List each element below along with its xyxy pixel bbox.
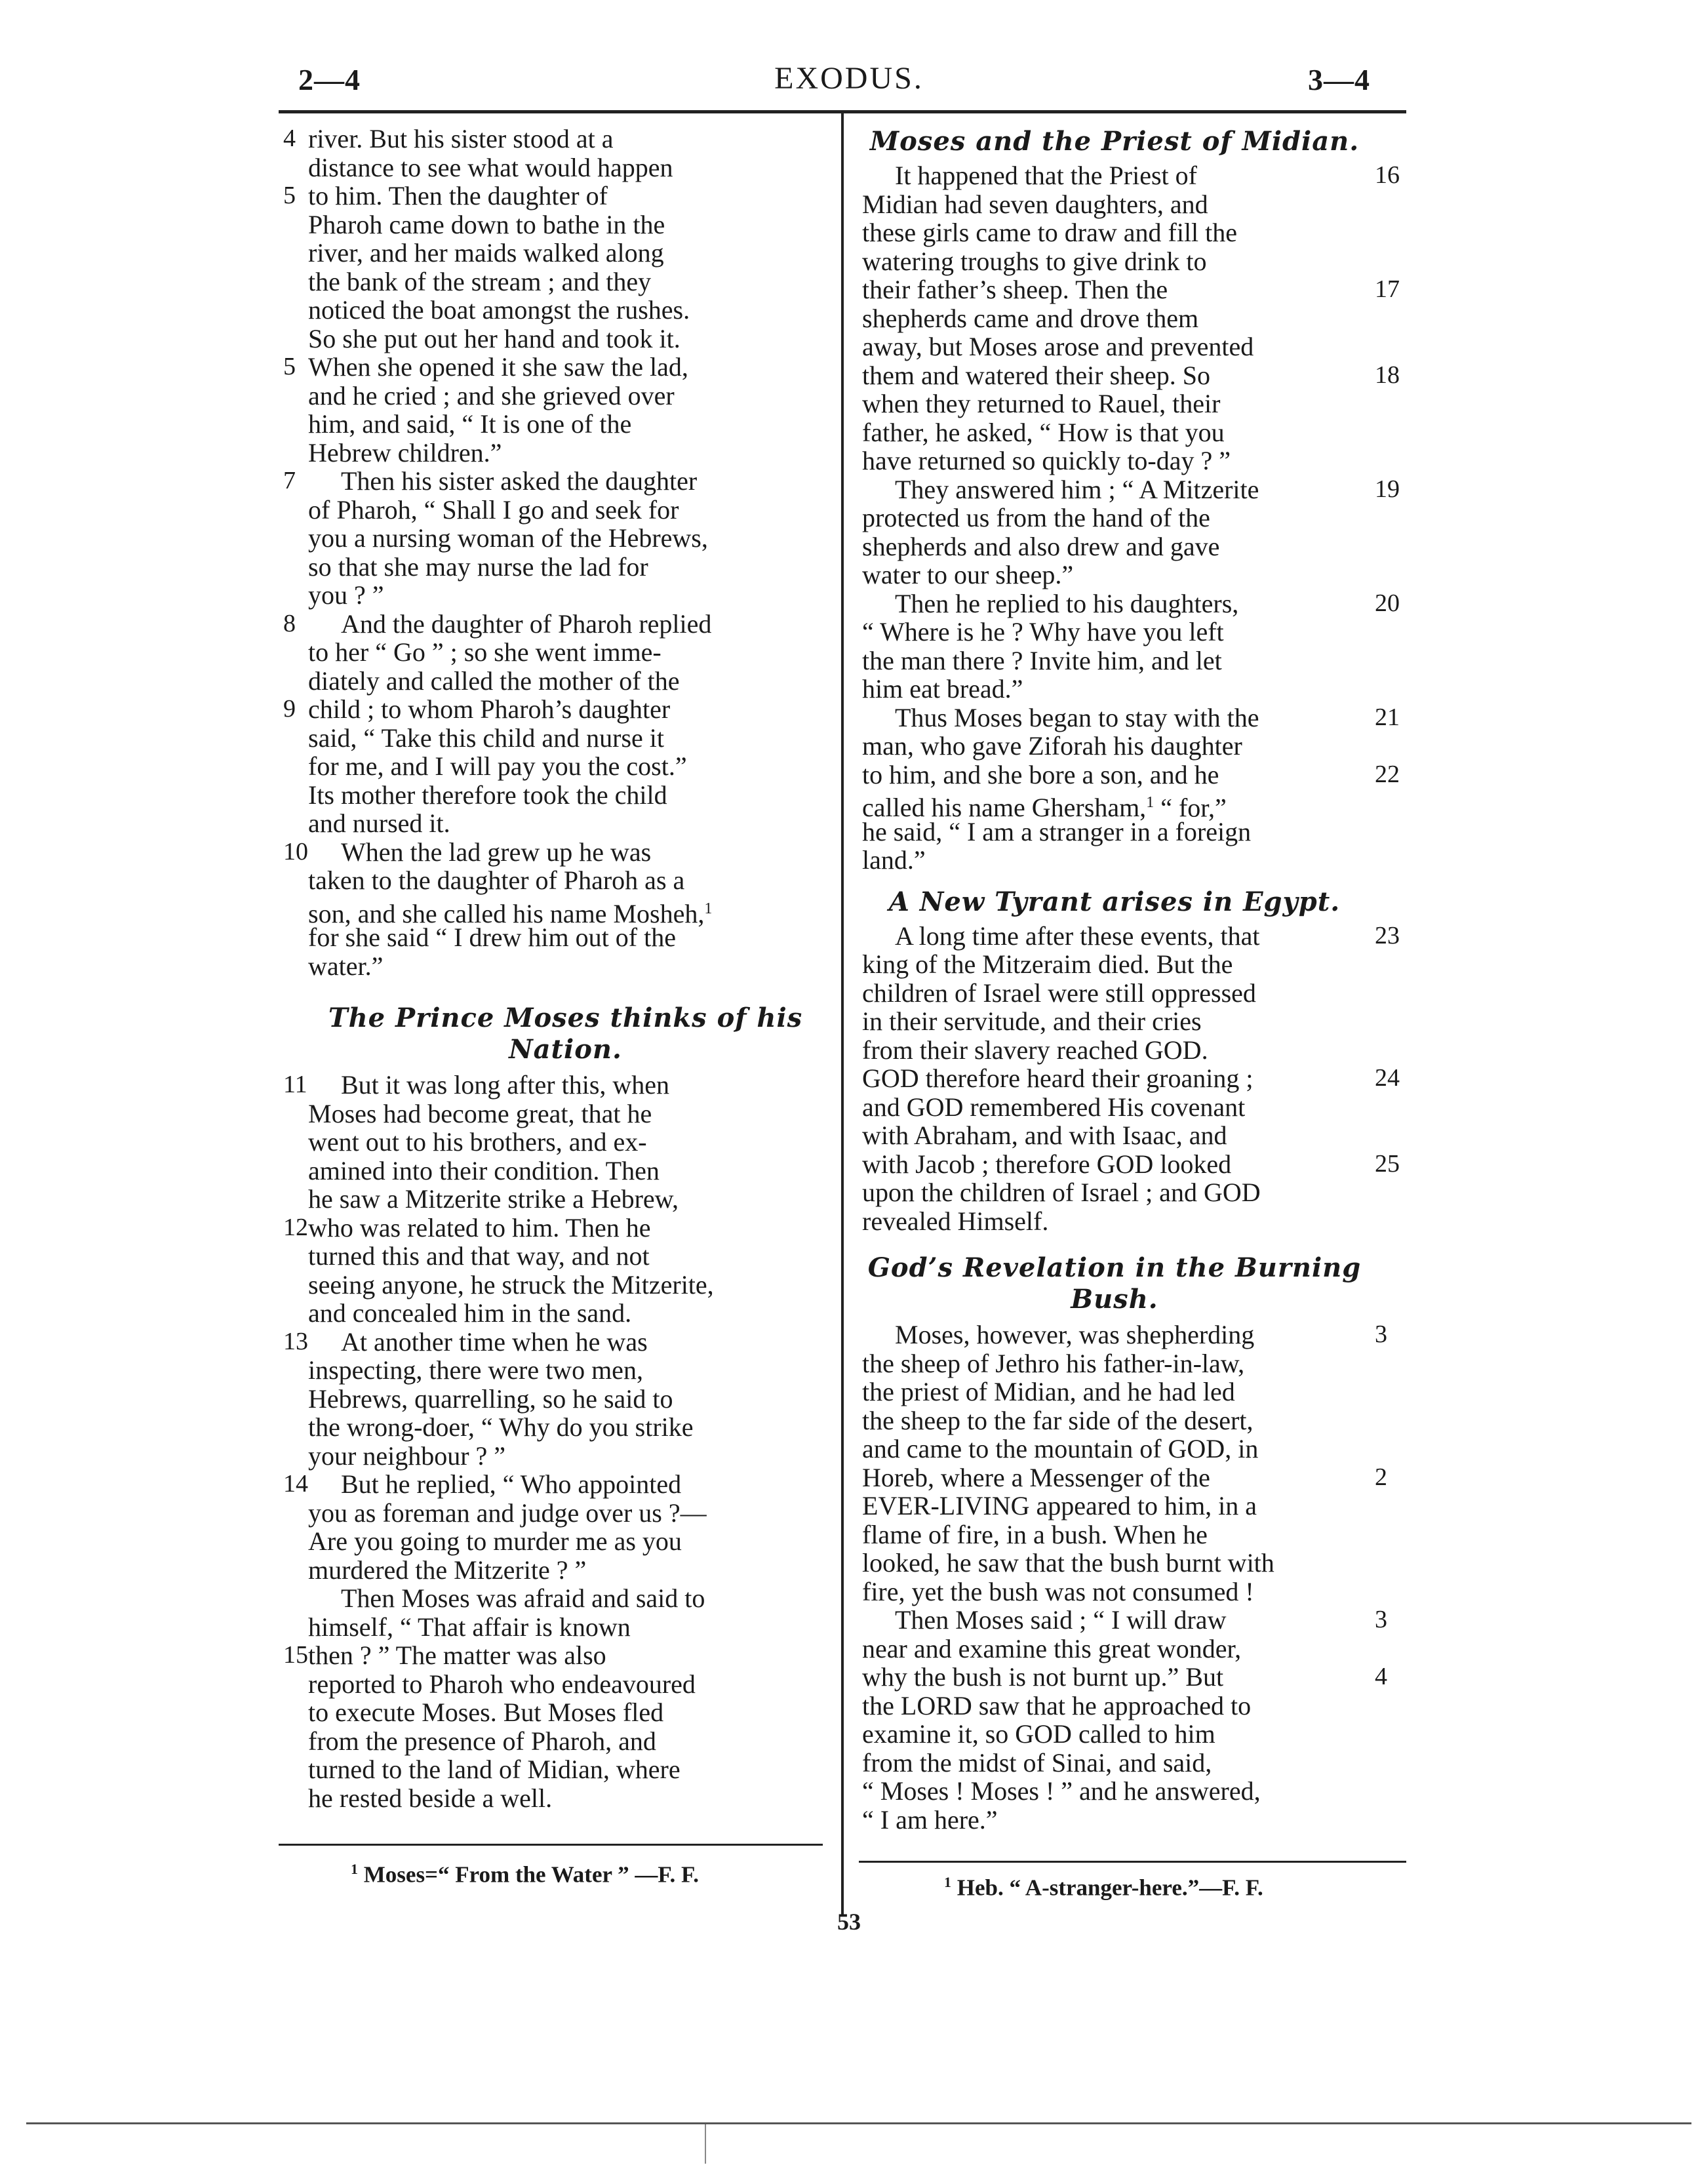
text-line xyxy=(308,1784,823,1813)
section-heading-prince-moses xyxy=(308,1003,823,1065)
line-text: noticed the boat amongst the rushes. xyxy=(308,295,690,325)
text-line xyxy=(862,818,1367,846)
line-text: away, but Moses arose and prevented xyxy=(862,332,1254,361)
text-line xyxy=(308,1670,823,1699)
text-line xyxy=(862,921,1400,951)
line-text: And the daughter of Pharoh replied xyxy=(341,608,712,639)
line-text: in their servitude, and their cries xyxy=(862,1006,1202,1036)
small-caps-text: OD xyxy=(1034,1719,1072,1749)
verse-number: 5 xyxy=(283,182,296,209)
verse-number: 9 xyxy=(283,695,296,723)
verse-number: 7 xyxy=(283,467,296,494)
line-text: king of the Mitzeraim died. But the xyxy=(862,949,1233,979)
text-line xyxy=(283,1326,823,1357)
footnote-marker: 1 xyxy=(351,1861,358,1877)
line-text-tail: “ for,” xyxy=(1154,793,1227,823)
line-text: children of Israel were still oppressed xyxy=(862,978,1256,1008)
line-text: the sheep of Jethro his father-in-law, xyxy=(862,1348,1245,1378)
footnote-text: Moses=“ From the Water ” —F. F. xyxy=(363,1861,699,1888)
verse-number: 20 xyxy=(1375,589,1400,617)
text-line xyxy=(862,1605,1387,1635)
text-line xyxy=(862,1578,1367,1606)
text-line xyxy=(862,218,1367,247)
left-column xyxy=(283,124,823,1813)
text-line xyxy=(308,268,823,296)
line-text: turned to the land of Midian, where xyxy=(308,1755,681,1784)
left-paragraph-group-1 xyxy=(283,124,823,981)
verse-number: 15 xyxy=(283,1641,308,1669)
text-line xyxy=(308,296,823,325)
text-line xyxy=(862,588,1400,618)
line-text: G xyxy=(862,1063,881,1093)
line-text: upon the children of Israel ; and G xyxy=(862,1178,1223,1207)
line-text: E xyxy=(862,1491,879,1520)
text-line xyxy=(308,553,823,582)
line-text: and came to the mountain of G xyxy=(862,1434,1187,1463)
small-caps-text: OD xyxy=(880,1063,919,1093)
line-text: have returned so quickly to-day ? ” xyxy=(862,446,1231,475)
line-text: these girls came to draw and fill the xyxy=(862,218,1238,247)
text-line xyxy=(862,161,1400,190)
text-line xyxy=(862,1692,1367,1720)
text-line xyxy=(862,247,1367,276)
text-line xyxy=(862,1207,1367,1236)
line-text: But he replied, “ Who appointed xyxy=(341,1469,682,1499)
line-text: But it was long after this, when xyxy=(341,1070,670,1100)
text-line xyxy=(308,923,823,952)
small-caps-text: ORD xyxy=(917,1690,972,1720)
text-line xyxy=(308,210,823,239)
text-line xyxy=(308,1613,823,1642)
line-text: he said, “ I am a stranger in a foreign xyxy=(862,816,1252,846)
line-text-tail: therefore heard their groaning ; xyxy=(918,1063,1254,1093)
line-text: to execute Moses. But Moses fled xyxy=(308,1698,664,1727)
verse-number: 21 xyxy=(1375,703,1400,731)
text-line xyxy=(308,1727,823,1756)
line-text: Pharoh came down to bathe in the xyxy=(308,209,665,239)
line-text: Then he replied to his daughters, xyxy=(895,588,1239,618)
verse-number: 13 xyxy=(283,1327,308,1355)
text-line xyxy=(308,325,823,353)
line-text: “ I am here.” xyxy=(862,1804,998,1835)
text-line xyxy=(862,1406,1367,1435)
line-text: river, and her maids walked along xyxy=(308,238,664,268)
line-text: and concealed him in the sand. xyxy=(308,1298,632,1328)
text-line xyxy=(862,190,1367,219)
line-text: land.” xyxy=(862,845,926,875)
text-line xyxy=(862,447,1367,475)
line-text: from the midst of Sinai, and said, xyxy=(862,1747,1212,1777)
line-text: Are you going to murder me as you xyxy=(308,1526,682,1556)
text-line xyxy=(862,275,1400,304)
text-line xyxy=(283,1070,823,1100)
text-line xyxy=(308,439,823,467)
line-text: for she said “ I drew him out of the xyxy=(308,923,676,952)
text-line xyxy=(308,638,823,667)
verse-number: 10 xyxy=(283,837,308,865)
line-text-tail: looked xyxy=(1153,1149,1232,1179)
text-line xyxy=(862,675,1367,704)
text-line xyxy=(308,239,823,268)
line-text: It happened that the Priest of xyxy=(895,161,1197,190)
text-line xyxy=(862,1121,1367,1150)
text-line xyxy=(862,1036,1367,1065)
line-text: when they returned to Rauel, their xyxy=(862,389,1221,418)
text-line xyxy=(308,1698,823,1727)
section-heading-new-tyrant: A New Tyrant arises in Egypt. xyxy=(888,886,1341,917)
line-text: him eat bread.” xyxy=(862,674,1023,704)
line-text: called his name Ghersham, xyxy=(862,793,1147,823)
text-line xyxy=(308,1584,823,1613)
line-text: A long time after these events, that xyxy=(895,921,1260,951)
line-text: went out to his brothers, and ex- xyxy=(308,1127,647,1157)
line-text: Horeb, where a Messenger of the xyxy=(862,1462,1210,1492)
heading-line: Bush. xyxy=(1071,1284,1158,1315)
line-text: protected us from the hand of the xyxy=(862,503,1210,532)
line-text-tail: appeared to him, in a xyxy=(1029,1491,1257,1520)
line-text: Its mother therefore took the child xyxy=(308,780,667,810)
line-text: shepherds came and drove them xyxy=(862,303,1199,333)
line-text: to him. Then the daughter of xyxy=(308,181,608,210)
line-text: he saw a Mitzerite strike a Hebrew, xyxy=(308,1184,679,1214)
line-text: with Jacob ; therefore G xyxy=(862,1149,1116,1179)
footnote-right xyxy=(944,1874,1263,1901)
small-caps-text: OD xyxy=(1115,1149,1154,1179)
line-text: water.” xyxy=(308,951,384,981)
text-line xyxy=(308,153,823,182)
line-text: Hebrews, quarrelling, so he said to xyxy=(308,1383,673,1414)
line-text: and he cried ; and she grieved over xyxy=(308,380,675,410)
line-text: reported to Pharoh who endeavoured xyxy=(308,1669,696,1699)
verse-number: 3 xyxy=(1375,1606,1387,1633)
line-text: then ? ” The matter was also xyxy=(308,1640,606,1670)
line-text: When she opened it she saw the lad, xyxy=(308,352,688,382)
footnote-text: Heb. “ A-stranger-here.”—F. F. xyxy=(957,1875,1263,1901)
text-line xyxy=(308,1299,823,1328)
text-line xyxy=(862,1777,1367,1806)
line-text: to him, and she bore a son, and he xyxy=(862,759,1219,789)
text-line xyxy=(862,646,1367,675)
verse-number: 17 xyxy=(1375,275,1400,303)
verse-number: 23 xyxy=(1375,921,1400,949)
text-line xyxy=(308,1100,823,1128)
text-line xyxy=(862,1093,1367,1122)
text-line xyxy=(862,1063,1400,1093)
section-heading-burning-bush xyxy=(862,1252,1367,1315)
text-line xyxy=(308,496,823,525)
line-text: So she put out her hand and took it. xyxy=(308,323,681,353)
text-line xyxy=(862,1549,1367,1578)
book-title: EXODUS. xyxy=(774,61,924,96)
small-caps-text: OD xyxy=(925,1092,964,1122)
verse-number: 14 xyxy=(283,1470,308,1498)
text-line xyxy=(308,781,823,810)
line-text: the bank of the stream ; and they xyxy=(308,266,652,296)
text-line xyxy=(283,608,823,639)
line-text: him, and said, “ It is one of the xyxy=(308,409,632,439)
text-line xyxy=(862,1349,1367,1378)
line-text: son, and she called his name Mosheh, xyxy=(308,898,705,928)
line-text: himself, “ That affair is known xyxy=(308,1612,631,1642)
text-line xyxy=(862,1178,1367,1207)
text-line xyxy=(862,979,1367,1008)
line-text: and nursed it. xyxy=(308,808,450,838)
line-text: them and watered their sheep. So xyxy=(862,360,1210,390)
line-text: their father’s sheep. Then the xyxy=(862,275,1168,304)
line-text: Moses had become great, that he xyxy=(308,1098,652,1128)
text-line xyxy=(308,1242,823,1271)
text-line xyxy=(308,1499,823,1528)
text-line xyxy=(308,809,823,838)
column-divider xyxy=(841,113,844,1916)
text-line xyxy=(862,1462,1387,1492)
text-line xyxy=(862,1435,1367,1463)
verse-number: 2 xyxy=(1375,1463,1387,1491)
text-line xyxy=(862,532,1367,561)
heading-line: Nation. xyxy=(509,1034,622,1065)
line-text: so that she may nurse the lad for xyxy=(308,551,648,582)
line-text: fire, yet the bush was not consumed ! xyxy=(862,1576,1254,1606)
text-line xyxy=(308,1271,823,1300)
small-caps-text: OD xyxy=(1222,1178,1261,1207)
text-line xyxy=(283,1469,823,1499)
line-text: water to our sheep.” xyxy=(862,560,1074,589)
text-line xyxy=(862,1520,1367,1549)
right-paragraph-group-1 xyxy=(862,161,1400,875)
line-text: river. But his sister stood at a xyxy=(308,124,614,153)
line-text: man, who gave Ziforah his daughter xyxy=(862,731,1242,761)
text-line xyxy=(308,952,823,981)
line-text: you ? ” xyxy=(308,580,384,610)
line-text: to her “ Go ” ; so she went imme- xyxy=(308,637,661,667)
text-line xyxy=(308,382,823,410)
text-line xyxy=(308,524,823,553)
text-line xyxy=(862,1720,1367,1749)
text-line xyxy=(283,352,823,382)
text-line xyxy=(862,304,1367,333)
line-text: of Pharoh, “ Shall I go and seek for xyxy=(308,494,679,525)
text-line xyxy=(862,474,1400,504)
line-text: murdered the Mitzerite ? ” xyxy=(308,1555,587,1585)
chapter-range-right: 3—4 xyxy=(1308,63,1370,96)
text-line xyxy=(308,1356,823,1385)
verse-number: 22 xyxy=(1375,760,1400,788)
line-text-tail: called to him xyxy=(1071,1719,1215,1749)
line-text: Then his sister asked the daughter xyxy=(341,466,698,496)
text-line xyxy=(283,1212,823,1242)
line-text: from the presence of Pharoh, and xyxy=(308,1726,656,1756)
line-text: your neighbour ? ” xyxy=(308,1440,506,1471)
footnote-rule-right xyxy=(859,1861,1406,1863)
text-line xyxy=(862,360,1400,390)
verse-number: 12 xyxy=(283,1213,308,1241)
line-text: turned this and that way, and not xyxy=(308,1241,650,1271)
line-text: the L xyxy=(862,1690,917,1720)
text-line xyxy=(862,950,1367,979)
text-line xyxy=(862,561,1367,589)
line-text: “ Where is he ? Why have you left xyxy=(862,617,1224,646)
verse-number: 3 xyxy=(1375,1320,1387,1348)
line-text: Hebrew children.” xyxy=(308,437,502,467)
heading-line: God’s Revelation in the Burning xyxy=(867,1252,1362,1283)
text-line xyxy=(862,1662,1387,1692)
verse-number: 18 xyxy=(1375,361,1400,389)
text-line xyxy=(283,837,823,867)
page-number: 53 xyxy=(837,1909,861,1935)
text-line xyxy=(308,1413,823,1442)
right-paragraph-group-2 xyxy=(862,921,1400,1236)
text-line xyxy=(283,181,823,210)
line-text: diately and called the mother of the xyxy=(308,665,680,696)
text-line xyxy=(308,866,823,895)
text-line xyxy=(862,1320,1387,1349)
verse-number: 25 xyxy=(1375,1149,1400,1178)
line-text: looked, he saw that the bush burnt with xyxy=(862,1548,1274,1578)
line-text: the man there ? Invite him, and let xyxy=(862,645,1222,675)
text-line xyxy=(308,410,823,439)
line-text-tail: remembered His covenant xyxy=(963,1092,1246,1122)
text-line xyxy=(283,1640,823,1670)
text-line xyxy=(308,1755,823,1784)
heading-line: The Prince Moses thinks of his xyxy=(328,1003,803,1033)
text-line xyxy=(862,1635,1367,1663)
verse-number: 4 xyxy=(1375,1663,1387,1690)
text-line xyxy=(862,1149,1400,1179)
text-line xyxy=(862,618,1367,646)
right-paragraph-group-3 xyxy=(862,1320,1387,1835)
verse-number: 24 xyxy=(1375,1064,1400,1092)
line-text: Then Moses was afraid and said to xyxy=(341,1583,705,1613)
text-line xyxy=(308,752,823,781)
text-line xyxy=(862,846,1367,875)
text-line xyxy=(308,1442,823,1471)
line-text: Thus Moses began to stay with the xyxy=(895,702,1259,732)
line-text: examine it, so G xyxy=(862,1719,1035,1749)
scan-edge-line xyxy=(26,2122,1691,2124)
small-caps-text: OD xyxy=(1187,1434,1225,1463)
line-text: with Abraham, and with Isaac, and xyxy=(862,1121,1227,1150)
line-text: child ; to whom Pharoh’s daughter xyxy=(308,694,671,724)
text-line xyxy=(862,418,1367,447)
text-line xyxy=(308,1128,823,1157)
text-line xyxy=(308,1157,823,1185)
line-text: shepherds and also drew and gave xyxy=(862,531,1220,561)
text-line xyxy=(308,667,823,696)
text-line xyxy=(862,504,1367,532)
line-text: flame of fire, in a bush. When he xyxy=(862,1519,1208,1549)
line-text: revealed Himself. xyxy=(862,1206,1049,1236)
line-text: seeing anyone, he struck the Mitzerite, xyxy=(308,1269,714,1300)
text-line xyxy=(862,389,1367,418)
text-line xyxy=(862,759,1400,789)
text-line xyxy=(862,1492,1367,1520)
text-line xyxy=(308,724,823,753)
line-text: They answered him ; “ A Mitzerite xyxy=(895,474,1259,504)
line-text: he rested beside a well. xyxy=(308,1783,553,1813)
text-line xyxy=(308,1185,823,1214)
line-text: “ Moses ! Moses ! ” and he answered, xyxy=(862,1776,1261,1806)
line-text: the priest of Midian, and he had led xyxy=(862,1377,1235,1406)
line-text: and G xyxy=(862,1092,926,1122)
text-line xyxy=(862,1007,1367,1036)
verse-number: 11 xyxy=(283,1071,307,1098)
line-text: amined into their condition. Then xyxy=(308,1155,660,1185)
text-line xyxy=(308,1527,823,1556)
verse-number: 19 xyxy=(1375,475,1400,503)
text-line xyxy=(308,895,823,928)
small-caps-text: VER-LIVING xyxy=(878,1491,1030,1520)
line-text: Midian had seven daughters, and xyxy=(862,189,1208,219)
line-text: watering troughs to give drink to xyxy=(862,246,1207,276)
text-line xyxy=(308,1385,823,1414)
verse-number: 16 xyxy=(1375,161,1400,189)
section-heading-priest-of-midian: Moses and the Priest of Midian. xyxy=(869,126,1360,157)
verse-number: 4 xyxy=(283,125,296,152)
line-text: Moses, however, was shepherding xyxy=(895,1320,1255,1349)
footnote-marker: 1 xyxy=(944,1874,951,1890)
line-text: near and examine this great wonder, xyxy=(862,1633,1242,1663)
text-line xyxy=(283,124,823,153)
line-text: the sheep to the far side of the desert, xyxy=(862,1405,1254,1435)
line-text: for me, and I will pay you the cost.” xyxy=(308,751,687,781)
line-text: said, “ Take this child and nurse it xyxy=(308,723,665,753)
line-text-tail: , in xyxy=(1225,1434,1259,1463)
text-line xyxy=(862,332,1367,361)
footnote-rule-left xyxy=(279,1844,823,1846)
text-line xyxy=(862,1378,1367,1406)
text-line xyxy=(862,789,1367,823)
small-caps-text: OD. xyxy=(1163,1035,1208,1065)
line-text: from their slavery reached G xyxy=(862,1035,1164,1065)
text-line xyxy=(862,1749,1367,1777)
line-text: father, he asked, “ How is that you xyxy=(862,417,1225,447)
line-text: you as foreman and judge over us ?— xyxy=(308,1498,707,1528)
line-text: you a nursing woman of the Hebrews, xyxy=(308,523,708,553)
verse-number: 8 xyxy=(283,609,296,637)
line-text: Then Moses said ; “ I will draw xyxy=(895,1605,1227,1635)
line-text-tail: saw that he approached to xyxy=(972,1690,1252,1720)
scan-edge-tick xyxy=(705,2124,706,2164)
line-text: distance to see what would happen xyxy=(308,152,673,182)
line-text: who was related to him. Then he xyxy=(308,1212,651,1242)
line-text: inspecting, there were two men, xyxy=(308,1355,643,1385)
chapter-range-left: 2—4 xyxy=(298,63,361,96)
footnote-ref: 1 xyxy=(704,900,713,917)
line-text: why the bush is not burnt up.” But xyxy=(862,1662,1224,1692)
text-line xyxy=(283,466,823,496)
text-line xyxy=(283,694,823,724)
text-line xyxy=(862,1806,1367,1835)
line-text: At another time when he was xyxy=(341,1326,648,1357)
text-line xyxy=(308,581,823,610)
footnote-left xyxy=(351,1861,699,1888)
line-text: taken to the daughter of Pharoh as a xyxy=(308,865,685,895)
left-paragraph-group-2 xyxy=(283,1070,823,1813)
footnote-ref: 1 xyxy=(1146,794,1155,811)
text-line xyxy=(308,1556,823,1585)
line-text: When the lad grew up he was xyxy=(341,837,652,867)
verse-number: 5 xyxy=(283,353,296,380)
text-line xyxy=(862,732,1367,761)
line-text: the wrong-doer, “ Why do you strike xyxy=(308,1412,694,1442)
text-line xyxy=(862,702,1400,732)
right-column xyxy=(862,125,1400,1835)
